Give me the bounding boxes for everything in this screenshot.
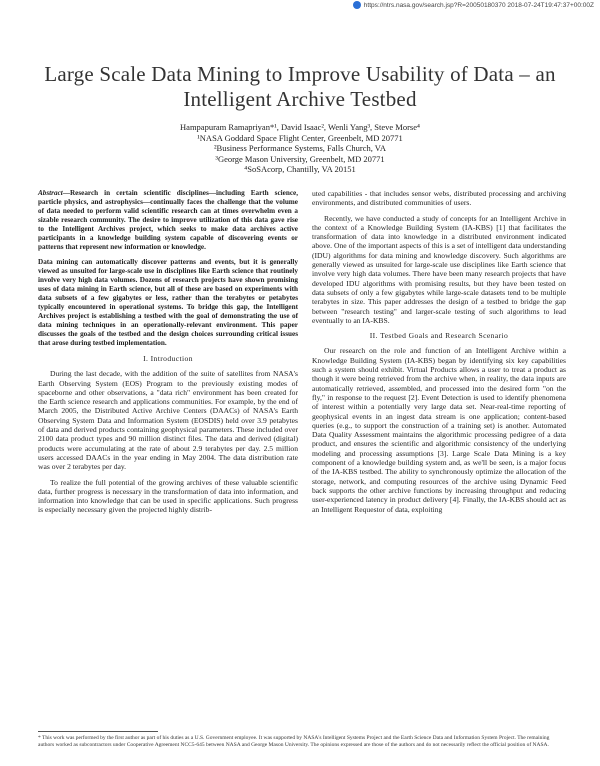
affiliation-4: ⁴SoSAcorp, Chantilly, VA 20151 (244, 164, 356, 174)
affiliation-1: ¹NASA Goddard Space Flight Center, Greenbelt, MD 20771 (197, 132, 403, 143)
affiliation-3: ³George Mason University, Greenbelt, MD 20771 (215, 153, 385, 164)
footnote-rule (38, 731, 158, 732)
nasa-ntrs-icon (353, 1, 361, 9)
paper-title: Large Scale Data Mining to Improve Usability of Data – an Intelligent Archive Testbed (44, 62, 556, 111)
intro-continued: uted capabilities - that includes sensor webs, distributed processing and archiving environments, and distributed communities of users. (312, 189, 566, 208)
goals-paragraph-1: Our research on the role and function of an Intelligent Archive within a Knowledge Building System (IA-KBS) began by identifying six key capabilities such a system should exhibit. Virtual Products allows a user to treat a product as though it were being retrieved from the archive when, in reality, the data inputs are automatically retrieved, assembled, and processed into the desired form "on the fly," in response to the request [2]. Event Detection is used to identify phenomena of interest within a potentially very large data set. Near-real-time reporting of geophysical events in an ingest data stream is one application; content-based queries (e.g., to support the construction of a training set) is another. Automated Data Quality Assessment maintains the algorithmic processing pedigree of a data product, and ensures the scientific and algorithmic consistency of the underlying modeling and processing assumptions [3]. Large Scale Data Mining is a key component of a knowledge building system and, as we'll be seen, is a major focus of the IA-KBS testbed. The ability to synchronously optimize the allocation of the storage, network, and computing resources of the archive using Dynamic Feed back supports the other archive functions by increasing throughput and reducing user-experienced latency in product delivery [4]. Finally, the IA-KBS should act as an Intelligent Requestor of data, exploiting (312, 346, 566, 514)
left-column (38, 189, 298, 521)
section-heading-introduction: I. Introduction (143, 354, 193, 363)
intro-paragraph-3: Recently, we have conducted a study of concepts for an Intelligent Archive in the context of a Knowledge Building System (IA-KBS) [1] that facilitates the transformation of data into knowledge in a distributed environment indicated above. One of the important aspects of this is a set of intelligent data understanding (IDU) algorithms for data mining and knowledge discovery. Such algorithms are generally viewed as unsuited for large-scale use disciplines like Earth science that involve very high data volumes. There have been many research projects that have developed IDU algorithms with promising results, but they have been tested on data subsets of only a few gigabytes while large-scale datasets tend to be multiple terabytes in size. This paper addresses the design of a testbed to bridge the gap between "research testing" and larger-scale testing of such algorithms to lead eventually to an IA-KBS. (312, 213, 566, 325)
intro-paragraph-1: During the last decade, with the addition of the suite of satellites from NASA's Earth Observing System (EOS) Program to the previously existing modes of spaceborne and other observations, a "data rich" environment has been created for the Earth science research and applications communities. For example, by the end of March 2005, the Distributed Active Archive Centers (DAACs) of NASA's Earth Observing System Data and Information System (EOSDIS) held over 3.9 petabytes of data and derived products containing geophysical parameters. These included over 2100 data product types and 90 million distinct files. The data and derived (digital) products were accumulating at the rate of about 2.9 terabytes per day. 2.5 million users accessed DAACs in the year ending in May 2004. The data distribution rate was over 2 terabytes per day. (38, 369, 298, 472)
abstract-paragraph-2: Data mining can automatically discover patterns and events, but it is generally viewed as unsuited for large-scale use in disciplines like Earth science that routinely involve very high data volumes. Dozens of research projects have shown promising uses of data mining in Earth science, but all of these are based on experiments with data subsets of a few gigabytes or less, rather than the terabytes or petabytes typically encountered in operational systems. To bridge this gap, the Intelligent Archives project is establishing a testbed with the goal of demonstrating the use of data mining techniques in an operationally-relevant environment. This paper discusses the goals of the testbed and the design choices surrounding critical issues that arose during testbed implementation. (38, 258, 298, 347)
affiliation-2: ²Business Performance Systems, Falls Church, VA (214, 143, 386, 153)
right-column (312, 189, 566, 520)
intro-paragraph-2: To realize the full potential of the growing archives of these valuable scientific data, further progress is necessary in the transformation of data into information, and information into knowledge that can be used in specific applications. Such progress is especially necessary given the projected highly distrib- (38, 477, 298, 515)
footnote: * This work was performed by the first author as part of his duties as a U.S. Government employee. It was supported by NASA's Intelligent Systems Project and the Earth Science Data and Information System Project. The remaining authors worked as subcontractors under Cooperative Agreement NCC5-645 between NASA and George Mason University. The opinions expressed are those of the authors and do not necessarily reflect the official position of NASA. (38, 735, 550, 748)
author-block (60, 122, 540, 175)
download-url[interactable]: https://ntrs.nasa.gov/search.jsp?R=20050180370 2018-07-24T19:47:37+00:00Z (363, 2, 594, 9)
download-url-bar (0, 0, 600, 12)
abstract-paragraph-1: —Research in certain scientific disciplines—including Earth science, particle physics, and astrophysics—continually faces the challenge that the volume of data needed to perform valid scientific research can at times overwhelm even a sizable research community. The desire to improve utilization of this data gave rise to the Intelligent Archives project, which seeks to make data archives active participants in a knowledge building system capable of discovering events or patterns that represent new information or knowledge. (38, 189, 298, 251)
abstract-lead: Abstract (38, 189, 63, 197)
section-heading-goals: II. Testbed Goals and Research Scenario (369, 331, 509, 341)
abstract (38, 189, 298, 252)
author-names: Hampapuram Ramapriyan*¹, David Isaac², Wenli Yang³, Steve Morse⁴ (180, 122, 420, 132)
